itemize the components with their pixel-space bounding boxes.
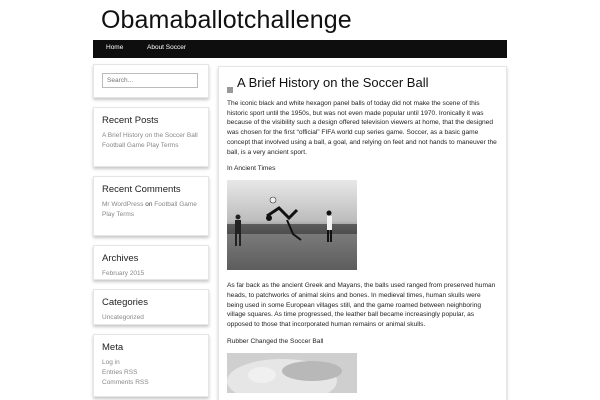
nav-item-home[interactable]: Home bbox=[106, 44, 124, 51]
post-paragraph: The iconic black and white hexagon panel balls of today did not make the scene of this historic sport until the 1950s, but was not even made popular until 1970. Ironically it was because of the visibility such a design offered television viewers at home, that the designed was chosen for the first “official” FIFA world cup series game. Soccer, as a basic game concept that involved using a ball, a goal, and relying on feet and not hands to maneuver the ball, is a very ancient sport. bbox=[227, 100, 497, 156]
comment-author-link[interactable]: Mr WordPress bbox=[102, 201, 144, 208]
widget-title: Recent Posts bbox=[102, 115, 159, 126]
category-link[interactable]: Uncategorized bbox=[102, 314, 144, 321]
meta-comments-rss-link[interactable]: Comments RSS bbox=[102, 379, 149, 386]
post-caption: In Ancient Times bbox=[227, 165, 276, 173]
recent-post-link[interactable]: Football Game Play Terms bbox=[102, 142, 179, 149]
recent-comments-widget bbox=[93, 176, 209, 236]
sidebar bbox=[93, 64, 209, 400]
post-title[interactable]: A Brief History on the Soccer Ball bbox=[237, 75, 429, 90]
widget-title: Categories bbox=[102, 297, 148, 308]
archive-link[interactable]: February 2015 bbox=[102, 270, 145, 277]
soccer-bicycle-kick-photo bbox=[227, 180, 357, 270]
rubber-ball-photo bbox=[227, 353, 357, 393]
nav-item-about-soccer[interactable]: About Soccer bbox=[147, 44, 187, 51]
meta-login-link[interactable]: Log in bbox=[102, 359, 120, 366]
widget-title: Recent Comments bbox=[102, 184, 181, 195]
recent-comment bbox=[102, 200, 200, 220]
widget-title: Archives bbox=[102, 253, 139, 264]
post-paragraph: As far back as the ancient Greek and Mayans, the balls used ranged from preserved human heads, to patchworks of animal skins and bones. In medieval times, human skulls were being used in some European villages still, and the game roamed between neighboring village squares. As time progressed, the leather ball became increasingly popular, as opposed to those that incorporated human remains or animal skulls. bbox=[227, 282, 496, 329]
meta-entries-rss-link[interactable]: Entries RSS bbox=[102, 369, 138, 376]
main-navigation bbox=[93, 40, 507, 58]
categories-widget bbox=[93, 289, 209, 325]
search-widget bbox=[93, 64, 209, 98]
post-caption: Rubber Changed the Soccer Ball bbox=[227, 337, 324, 345]
archives-widget bbox=[93, 245, 209, 280]
site-title[interactable]: Obamaballotchallenge bbox=[101, 6, 352, 34]
recent-post-link[interactable]: A Brief History on the Soccer Ball bbox=[102, 132, 198, 139]
recent-posts-widget bbox=[93, 107, 209, 167]
post-title-row bbox=[227, 75, 498, 90]
post-article bbox=[218, 66, 507, 400]
search-input[interactable] bbox=[102, 73, 198, 88]
comment-post-link[interactable]: Football Game Play Terms bbox=[102, 201, 197, 218]
pin-icon bbox=[227, 81, 233, 87]
meta-widget bbox=[93, 334, 209, 397]
widget-title: Meta bbox=[102, 342, 124, 353]
comment-on-text: on bbox=[145, 201, 153, 208]
